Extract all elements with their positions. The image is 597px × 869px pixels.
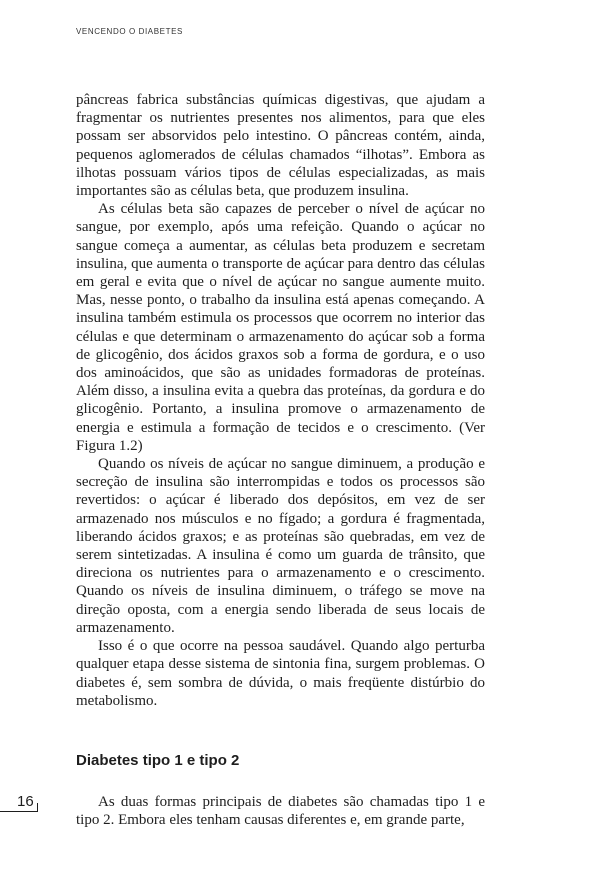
page-number-tick bbox=[37, 803, 38, 812]
body-text bbox=[76, 91, 485, 710]
section-heading: Diabetes tipo 1 e tipo 2 bbox=[76, 752, 240, 769]
page-number-block bbox=[0, 793, 38, 810]
page-number-rule bbox=[0, 811, 38, 812]
paragraph: Isso é o que ocorre na pessoa saudável. Quando algo perturba qualquer etapa desse sistema de sintonia fina, surgem problemas. O diabetes é, sem sombra de dúvida, o mais freqüente distúrbio do metabolismo. bbox=[76, 638, 485, 709]
paragraph: Quando os níveis de açúcar no sangue diminuem, a produção e secreção de insulina são interrompidas e todos os processos são revertidos: o açúcar é liberado dos depósitos, em vez de ser armazenado nos músculos e no fígado; a gordura é fragmentada, liberando ácidos graxos; e as proteínas são quebradas, em vez de serem sintetizadas. A insulina é como um guarda de trânsito, que direciona os nutrientes para o armazenamento e o crescimento. Quando os níveis de insulina diminuem, o tráfego se move na direção oposta, com a energia sendo liberada de seus locais de armazenamento. bbox=[76, 456, 485, 636]
paragraph: As duas formas principais de diabetes são chamadas tipo 1 e tipo 2. Embora eles tenham causas diferentes e, em grande parte, bbox=[76, 794, 485, 829]
paragraph: pâncreas fabrica substâncias químicas digestivas, que ajudam a fragmentar os nutrientes presentes nos alimentos, para que eles possam ser absorvidos pelo intestino. O pâncreas contém, ainda, pequenos aglomerados de células chamados “ilhotas”. Embora as ilhotas possuam vários tipos de células especializadas, as mais importantes são as células beta, que produzem insulina. bbox=[76, 92, 485, 200]
running-header: VENCENDO O DIABETES bbox=[76, 27, 183, 36]
paragraph: As células beta são capazes de perceber o nível de açúcar no sangue, por exemplo, após uma refeição. Quando o açúcar no sangue começa a aumentar, as células beta produzem e secretam insulina, que aumenta o transporte de açúcar para dentro das células em geral e evita que o nível de açúcar no sangue aumente muito. Mas, nesse ponto, o trabalho da insulina está apenas começando. A insulina também estimula os processos que ocorrem no interior das células e que determinam o armazenamento do açúcar sob a forma de glicogênio, dos ácidos graxos sob a forma de gordura, e o uso dos aminoácidos, que são as unidades formadoras de proteínas. Além disso, a insulina evita a quebra das proteínas, da gordura e do glicogênio. Portanto, a insulina promove o armazenamento de energia e estimula a formação de tecidos e o crescimento. (Ver Figura 1.2) bbox=[76, 201, 485, 454]
page-number: 16 bbox=[17, 793, 34, 810]
section-text bbox=[76, 793, 485, 829]
